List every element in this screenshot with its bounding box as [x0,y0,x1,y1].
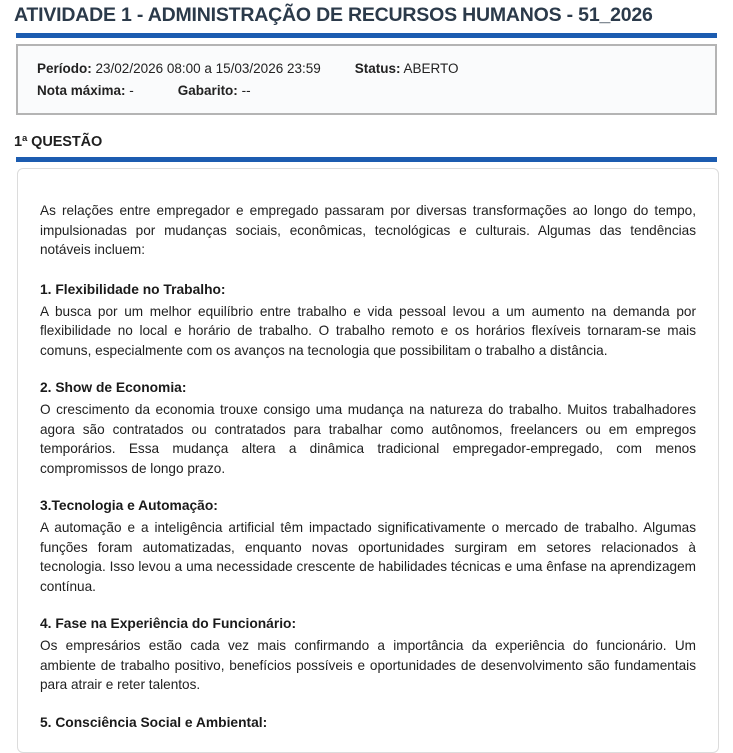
gabarito-value: -- [241,83,251,98]
page-title: ATIVIDADE 1 - ADMINISTRAÇÃO DE RECURSOS HUMANOS - 51_2026 [14,4,653,26]
topic-title: 5. Consciência Social e Ambiental: [40,714,268,730]
topic-title: 4. Fase na Experiência do Funcionário: [40,616,297,631]
question-card-content [18,169,718,733]
title-accent-rule [16,33,717,38]
topic-item [40,614,696,695]
question-heading: 1ª QUESTÃO [14,134,103,150]
topic-title: 2. Show de Economia: [40,380,187,395]
topic-body: Os empresários estão cada vez mais confirmando a importância da experiência do funcionário. Um ambiente de trabalho positivo, benefícios possíveis e oportunidades de desenvolvimento são fundamentais para atrair e reter talentos. [40,638,696,692]
info-line-periodo [37,58,715,80]
topic-title: 3.Tecnologia e Automação: [40,498,218,513]
activity-info-box [16,44,717,115]
periodo-value: 23/02/2026 08:00 a 15/03/2026 23:59 [95,61,321,76]
topic-title: 1. Flexibilidade no Trabalho: [40,281,226,297]
gabarito-field [178,80,251,102]
question-card [17,168,719,753]
question-accent-rule [16,157,717,162]
topic-body: A automação e a inteligência artificial têm impactado significativamente o mercado de trabalho. Algumas funções foram automatizadas, enquanto novas oportunidades surgiram em setores relacionados à tecnologia. Isso levou a uma necessidade crescente de habilidades técnicas e uma ênfase na aprendizagem contínua. [40,520,696,594]
info-line-nota [37,80,715,102]
topic-item [40,280,696,361]
nota-maxima-value: - [129,83,134,98]
topic-body: A busca por um melhor equilíbrio entre trabalho e vida pessoal levou a um aumento na demanda por flexibilidade no local e horário de trabalho. O trabalho remoto e os horários flexíveis tornaram-se mais comuns, especialmente com os avanços na tecnologia que possibilitam o trabalho a distância. [40,303,696,358]
topic-body: O crescimento da economia trouxe consigo uma mudança na natureza do trabalho. Muitos trabalhadores agora são contratados ou contratados para trabalhar como autônomos, freelancers ou em empregos temporários. Essa mudança altera a dinâmica tradicional empregador-empregado, com menos compromissos de longo prazo. [40,402,696,476]
nota-maxima-field [37,80,134,102]
status-badge: ABERTO [403,61,459,76]
status-field [355,58,459,80]
question-statement: As relações entre empregador e empregado passaram por diversas transformações ao longo do tempo, impulsionadas por mudanças sociais, econômicas, tecnológicas e culturais. Algumas das tendências notáveis incluem: [40,203,696,257]
topic-item [40,496,696,596]
topic-item [40,378,696,478]
periodo-label: Período: [37,61,92,76]
topic-item [40,713,696,733]
periodo-field [37,58,321,80]
gabarito-label: Gabarito: [177,83,238,98]
nota-maxima-label: Nota máxima: [37,83,126,98]
status-label: Status: [354,61,401,76]
